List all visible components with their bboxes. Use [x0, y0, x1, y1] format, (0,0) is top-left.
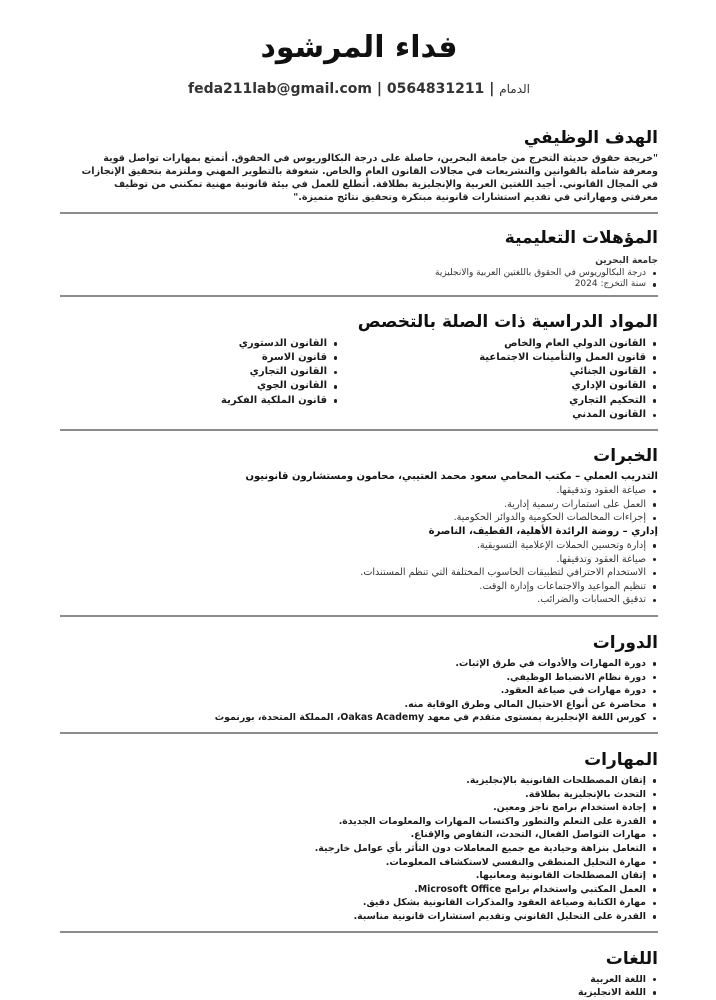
- list-item: كورس اللغة الإنجليزية بمستوى متقدم في معهد Oakas Academy، المملكة المتحدة، بورنموث: [60, 711, 658, 725]
- list-item: القانون الجنائي: [359, 365, 658, 379]
- list-item: العمل على استمارات رسمية إدارية.: [60, 498, 658, 512]
- list-item: تنظيم المواعيد والاجتماعات وإدارة الوقت.: [60, 580, 658, 594]
- divider: [60, 931, 658, 933]
- skills-list: [60, 774, 658, 924]
- objective-text: "خريجة حقوق حديثة التخرج من جامعة البحرين، حاصلة على درجة البكالوريوس في الحقوق. أتمتع بمهارات تواصل قوية ومعرفة شاملة بالقوانين والتشريعات في مجالات القانون العام والخاص. شغوفة بالتطوير المهني وملتزمة بتحقيق الإنجازات في المجال القانوني. أجيد اللغتين العربية والإنجليزية بطلاقة. أتطلع للعمل في بيئة قانونية مهنية تمكنني من توظيف معرفتي ومهاراتي في تقديم استشارات قانونية مبتكرة وتحقيق نتائج متميزة.": [81, 153, 658, 203]
- courses-right-column: [359, 337, 658, 423]
- job-tasks: [60, 484, 658, 525]
- list-item: القدرة على التعلم والتطور واكتساب المهارات والمعلومات الجديدة.: [60, 815, 658, 829]
- list-item: قانون الاسرة: [60, 351, 339, 365]
- list-item: إجراءات المخالصات الحكومية والدوائر الحكومية.: [60, 511, 658, 525]
- languages-title: اللغات: [605, 948, 658, 969]
- list-item: اللغة الانجليزية: [60, 986, 658, 1000]
- list-item: درجة البكالوريوس في الحقوق باللغتين العربية والانجليزية: [60, 268, 658, 280]
- list-item: القانون المدني: [359, 408, 658, 422]
- phone: 0564831211: [386, 81, 485, 97]
- list-item: دورة نظام الانضباط الوظيفي.: [60, 671, 658, 685]
- education-section: [60, 226, 658, 291]
- experience-section: [60, 444, 658, 607]
- list-item: التحدث بالإنجليزية بطلاقة.: [60, 788, 658, 802]
- list-item: القانون الإداري: [359, 379, 658, 393]
- list-item: التعامل بنزاهة وحيادية مع جميع المعاملات دون التأثر بأي عوامل خارجية.: [60, 842, 658, 856]
- skills-section: [60, 748, 658, 924]
- contact-line: [60, 78, 658, 100]
- courses-section: [60, 310, 658, 423]
- email: feda211lab@gmail.com: [187, 81, 373, 97]
- list-item: القانون الدستوري: [60, 337, 339, 351]
- list-item: العمل المكتبي واستخدام برامج Microsoft Office.: [60, 883, 658, 897]
- skills-title: المهارات: [584, 750, 658, 770]
- courses-left-column: [60, 337, 359, 423]
- location: الدمام: [499, 82, 530, 96]
- list-item: القانون الدولي العام والخاص: [359, 337, 658, 351]
- list-item: دورة المهارات والأدوات في طرق الإثبات.: [60, 657, 658, 671]
- list-item: صياغة العقود وتدقيقها.: [60, 553, 658, 567]
- separator: |: [489, 81, 495, 97]
- divider: [60, 212, 658, 214]
- list-item: القانون الجوي: [60, 379, 339, 393]
- list-item: اللغة العربية: [60, 973, 658, 987]
- job-heading: التدريب العملي – مكتب المحامي سعود محمد العتيبي، محامون ومستشارون قانونيون: [245, 471, 658, 483]
- list-item: الاستخدام الاحترافي لتطبيقات الحاسوب المختلفة التي تنظم المستندات.: [60, 566, 658, 580]
- objective-title: الهدف الوظيفي: [523, 128, 658, 148]
- list-item: القدرة على التحليل القانوني وتقديم استشارات قانونية مناسبة.: [60, 910, 658, 924]
- list-item: إدارة وتحسين الحملات الإعلامية التسويقية.: [60, 539, 658, 553]
- courses-title: المواد الدراسية ذات الصلة بالتخصص: [357, 311, 658, 332]
- experience-title: الخبرات: [593, 446, 658, 467]
- training-title: الدورات: [592, 633, 658, 654]
- list-item: صياغة العقود وتدقيقها.: [60, 484, 658, 498]
- job-heading: إداري – روضة الرائدة الأهلية، القطيف، الناصرة: [428, 526, 658, 538]
- list-item: التحكيم التجاري: [359, 394, 658, 408]
- languages-list: [60, 973, 658, 1000]
- divider: [60, 615, 658, 617]
- university: جامعة البحرين: [595, 256, 658, 266]
- list-item: قانون العمل والتأمينات الاجتماعية: [359, 351, 658, 365]
- list-item: مهارة التحليل المنطقي والنفسي لاستكشاف المعلومات.: [60, 856, 658, 870]
- list-item: مهارة الكتابة وصياغة العقود والمذكرات القانونية بشكل دقيق.: [60, 896, 658, 910]
- list-item: محاضرة عن أنواع الاحتيال المالي وطرق الوقاية منه.: [60, 698, 658, 712]
- job-tasks: [60, 539, 658, 607]
- divider: [60, 429, 658, 431]
- courses-columns: [60, 337, 658, 423]
- divider: [60, 295, 658, 297]
- education-title: المؤهلات التعليمية: [504, 228, 658, 248]
- list-item: قانون الملكية الفكرية: [60, 394, 339, 408]
- training-list: [60, 657, 658, 725]
- list-item: القانون التجاري: [60, 365, 339, 379]
- list-item: تدقيق الحسابات والضرائب.: [60, 593, 658, 607]
- list-item: مهارات التواصل الفعال، التحدث، التفاوض والإقناع.: [60, 828, 658, 842]
- list-item: سنة التخرج: 2024: [60, 279, 658, 291]
- separator: |: [376, 81, 383, 97]
- list-item: إتقان المصطلحات القانونية بالإنجليزية.: [60, 774, 658, 788]
- list-item: دورة مهارات في صياغة العقود.: [60, 684, 658, 698]
- objective-section: [60, 126, 658, 204]
- training-section: [60, 631, 658, 725]
- education-list: [60, 268, 658, 291]
- list-item: إتقان المصطلحات القانونية ومعانيها.: [60, 869, 658, 883]
- divider: [60, 732, 658, 734]
- candidate-name: فداء المرشود: [260, 30, 458, 65]
- list-item: إجادة استخدام برامج ناجز ومعين.: [60, 801, 658, 815]
- languages-section: [60, 947, 658, 1000]
